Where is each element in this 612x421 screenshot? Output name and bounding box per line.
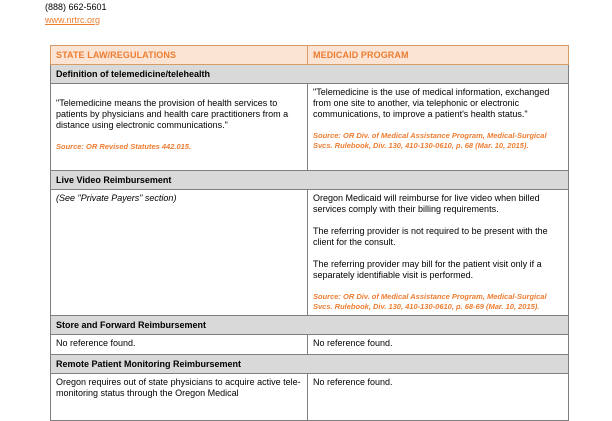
section-title-definition: Definition of telemedicine/telehealth xyxy=(51,65,569,84)
cell-store-forward-state-law xyxy=(51,335,308,355)
section-title-live-video: Live Video Reimbursement xyxy=(51,171,569,190)
content-row-live-video xyxy=(51,190,569,316)
live-video-medicaid-source: Source: OR Div. of Medical Assistance Program, Medical-Surgical Svcs. Rulebook, Div. 130, 410-130-0610, p. 68-69 (Mar. 10, 2015). xyxy=(313,292,547,311)
section-row-live-video xyxy=(51,171,569,190)
cell-definition-state-law xyxy=(51,84,308,171)
live-video-state-law-note: (See "Private Payers" section) xyxy=(56,193,177,203)
definition-medicaid-source: Source: OR Div. of Medical Assistance Program, Medical-Surgical Svcs. Rulebook, Div. 130, 410-130-0610, p. 68 (Mar. 10, 2015). xyxy=(313,131,547,150)
store-forward-medicaid-text: No reference found. xyxy=(313,338,393,348)
phone-number: (888) 662-5601 xyxy=(45,2,107,12)
live-video-medicaid-text-1: Oregon Medicaid will reimburse for live video when billed services comply with their billing requirements. xyxy=(313,193,540,214)
section-title-remote-monitoring: Remote Patient Monitoring Reimbursement xyxy=(51,355,569,374)
cell-live-video-medicaid xyxy=(308,190,569,316)
remote-monitoring-medicaid-text: No reference found. xyxy=(313,377,393,387)
column-header-state-law: STATE LAW/REGULATIONS xyxy=(51,46,308,65)
section-title-store-forward: Store and Forward Reimbursement xyxy=(51,316,569,335)
telemedicine-policy-table xyxy=(50,45,569,421)
cell-live-video-state-law xyxy=(51,190,308,316)
section-row-remote-monitoring xyxy=(51,355,569,374)
definition-state-law-text: "Telemedicine means the provision of health services to patients by physicians and health care practitioners from a distance using electronic communications." xyxy=(56,98,289,130)
definition-state-law-source: Source: OR Revised Statutes 442.015. xyxy=(56,142,192,151)
table-header-row xyxy=(51,46,569,65)
section-row-store-forward xyxy=(51,316,569,335)
cell-definition-medicaid xyxy=(308,84,569,171)
contact-block xyxy=(45,1,107,27)
live-video-medicaid-text-3: The referring provider may bill for the patient visit only if a separately identifiable visit is performed. xyxy=(313,259,542,280)
content-row-store-forward xyxy=(51,335,569,355)
remote-monitoring-state-law-text: Oregon requires out of state physicians to acquire active tele-monitoring status through the Oregon Medical xyxy=(56,377,301,398)
content-row-definition xyxy=(51,84,569,171)
definition-medicaid-text: "Telemedicine is the use of medical information, exchanged from one site to another, via telephonic or electronic communications, to improve a patient's health status." xyxy=(313,87,550,119)
live-video-medicaid-text-2: The referring provider is not required to be present with the client for the consult. xyxy=(313,226,548,247)
cell-store-forward-medicaid xyxy=(308,335,569,355)
section-row-definition xyxy=(51,65,569,84)
website-link[interactable]: www.nrtrc.org xyxy=(45,15,101,25)
column-header-medicaid: MEDICAID PROGRAM xyxy=(308,46,569,65)
cell-remote-monitoring-state-law xyxy=(51,374,308,421)
store-forward-state-law-text: No reference found. xyxy=(56,338,136,348)
cell-remote-monitoring-medicaid xyxy=(308,374,569,421)
content-row-remote-monitoring xyxy=(51,374,569,421)
